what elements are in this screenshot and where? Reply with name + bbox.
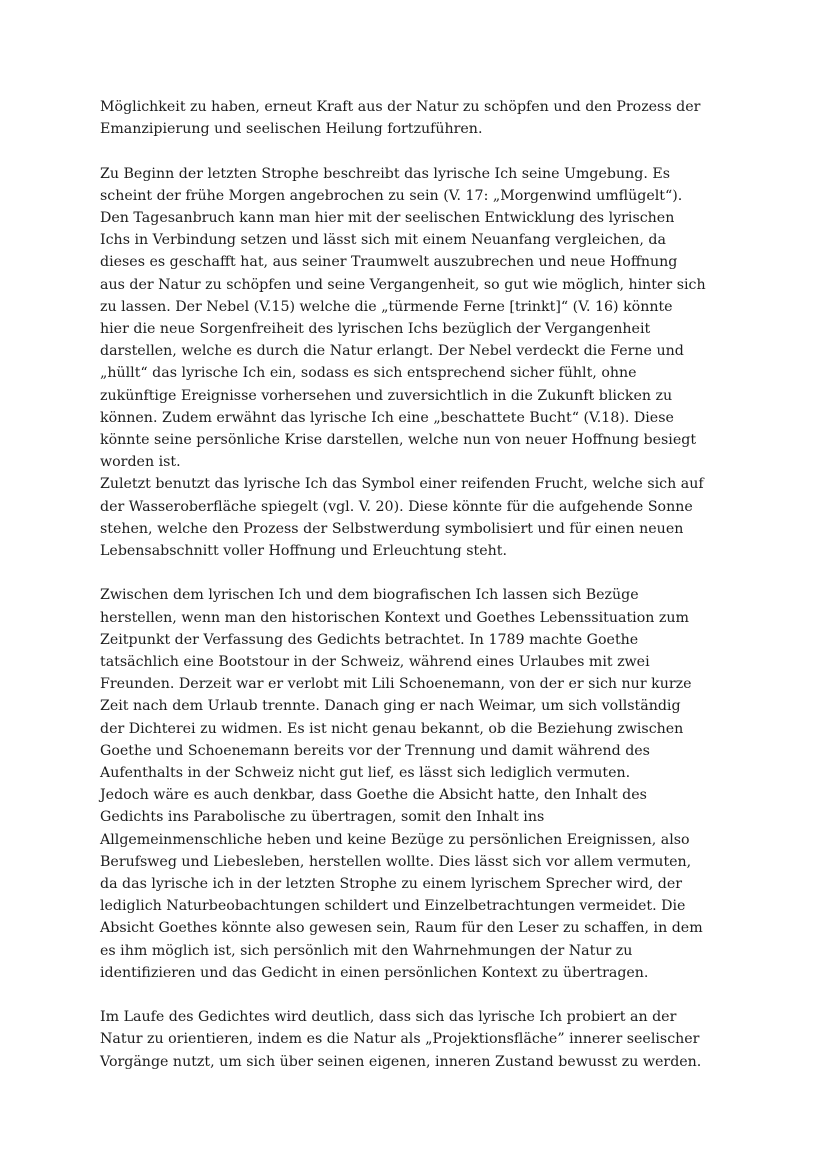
text-line: Jedoch wäre es auch denkbar, dass Goethe die Absicht hatte, den Inhalt des xyxy=(100,787,647,804)
text-line: aus der Natur zu schöpfen und seine Vergangenheit, so gut wie möglich, hinter sich xyxy=(100,276,706,293)
text-line: zu lassen. Der Nebel (V.15) welche die „türmende Ferne [trinkt]“ (V. 16) könnte xyxy=(100,298,673,315)
text-line: Möglichkeit zu haben, erneut Kraft aus der Natur zu schöpfen und den Prozess der xyxy=(100,99,701,115)
text-line: Zeit nach dem Urlaub trennte. Danach ging er nach Weimar, um sich vollständig xyxy=(100,698,681,715)
text-line: Aufenthalts in der Schweiz nicht gut lief, es lässt sich lediglich vermuten. xyxy=(100,765,631,782)
text-line: scheint der frühe Morgen angebrochen zu sein (V. 17: „Morgenwind umflügelt“). xyxy=(100,187,683,204)
text-line: Im Laufe des Gedichtes wird deutlich, dass sich das lyrische Ich probiert an der xyxy=(100,1009,677,1026)
text-line: Freunden. Derzeit war er verlobt mit Lili Schoenemann, von der er sich nur kurze xyxy=(100,676,692,693)
text-line: der Dichterei zu widmen. Es ist nicht genau bekannt, ob die Beziehung zwischen xyxy=(100,720,684,737)
text-line: es ihm möglich ist, sich persönlich mit den Wahrnehmungen der Natur zu xyxy=(100,942,633,959)
text-line: Emanzipierung und seelischen Heilung fortzuführen. xyxy=(100,121,483,138)
text-line: Ichs in Verbindung setzen und lässt sich mit einem Neuanfang vergleichen, da xyxy=(100,232,666,249)
text-line: Berufsweg und Liebesleben, herstellen wollte. Dies lässt sich vor allem vermuten, xyxy=(100,853,692,870)
text-line: Vorgänge nutzt, um sich über seinen eigenen, inneren Zustand bewusst zu werden. xyxy=(100,1053,702,1070)
text-line: herstellen, wenn man den historischen Kontext und Goethes Lebenssituation zum xyxy=(100,609,689,626)
text-line: Natur zu orientieren, indem es die Natur als „Projektionsfläche” innerer seelischer xyxy=(100,1031,700,1048)
text-line: Zuletzt benutzt das lyrische Ich das Symbol einer reifenden Frucht, welche sich auf xyxy=(100,476,704,493)
text-line: Lebensabschnitt voller Hoffnung und Erleuchtung steht. xyxy=(100,543,507,560)
text-line: Gedichts ins Parabolische zu übertragen, somit den Inhalt ins xyxy=(100,809,545,826)
paragraph xyxy=(100,163,740,563)
text-line: zukünftige Ereignisse vorhersehen und zuversichtlich in die Zukunft blicken zu xyxy=(100,387,673,404)
text-line: dieses es geschafft hat, aus seiner Traumwelt auszubrechen und neue Hoffnung xyxy=(100,254,678,271)
text-line: könnte seine persönliche Krise darstellen, welche nun von neuer Hoffnung besiegt xyxy=(100,432,697,449)
text-line: da das lyrische ich in der letzten Strophe zu einem lyrischem Sprecher wird, der xyxy=(100,876,683,893)
text-line: Zeitpunkt der Verfassung des Gedichts betrachtet. In 1789 machte Goethe xyxy=(100,631,639,648)
paragraph xyxy=(100,1006,740,1073)
document-page xyxy=(100,96,740,1095)
text-line: Zu Beginn der letzten Strophe beschreibt das lyrische Ich seine Umgebung. Es xyxy=(100,165,670,182)
text-line: darstellen, welche es durch die Natur erlangt. Der Nebel verdeckt die Ferne und xyxy=(100,343,684,360)
text-line: der Wasseroberfläche spiegelt (vgl. V. 20). Diese könnte für die aufgehende Sonne xyxy=(100,498,693,515)
text-line: Goethe und Schoenemann bereits vor der Trennung und damit während des xyxy=(100,742,650,759)
text-line: lediglich Naturbeobachtungen schildert und Einzelbetrachtungen vermeidet. Die xyxy=(100,898,686,915)
text-line: Absicht Goethes könnte also gewesen sein, Raum für den Leser zu schaffen, in dem xyxy=(100,920,703,937)
text-line: tatsächlich eine Bootstour in der Schweiz, während eines Urlaubes mit zwei xyxy=(100,654,650,671)
text-line: identifizieren und das Gedicht in einen persönlichen Kontext zu übertragen. xyxy=(100,964,649,981)
paragraph xyxy=(100,96,740,140)
text-line: Allgemeinmenschliche heben und keine Bezüge zu persönlichen Ereignissen, also xyxy=(100,831,690,848)
text-line: „hüllt“ das lyrische Ich ein, sodass es sich entsprechend sicher fühlt, ohne xyxy=(100,365,637,382)
text-line: Den Tagesanbruch kann man hier mit der seelischen Entwicklung des lyrischen xyxy=(100,210,675,226)
text-line: stehen, welche den Prozess der Selbstwerdung symbolisiert und für einen neuen xyxy=(100,520,684,537)
text-line: Zwischen dem lyrischen Ich und dem biografischen Ich lassen sich Bezüge xyxy=(100,587,639,604)
paragraph xyxy=(100,584,740,984)
text-line: worden ist. xyxy=(100,454,181,471)
text-line: hier die neue Sorgenfreiheit des lyrischen Ichs bezüglich der Vergangenheit xyxy=(100,321,651,338)
text-line: können. Zudem erwähnt das lyrische Ich eine „beschattete Bucht“ (V.18). Diese xyxy=(100,409,674,426)
